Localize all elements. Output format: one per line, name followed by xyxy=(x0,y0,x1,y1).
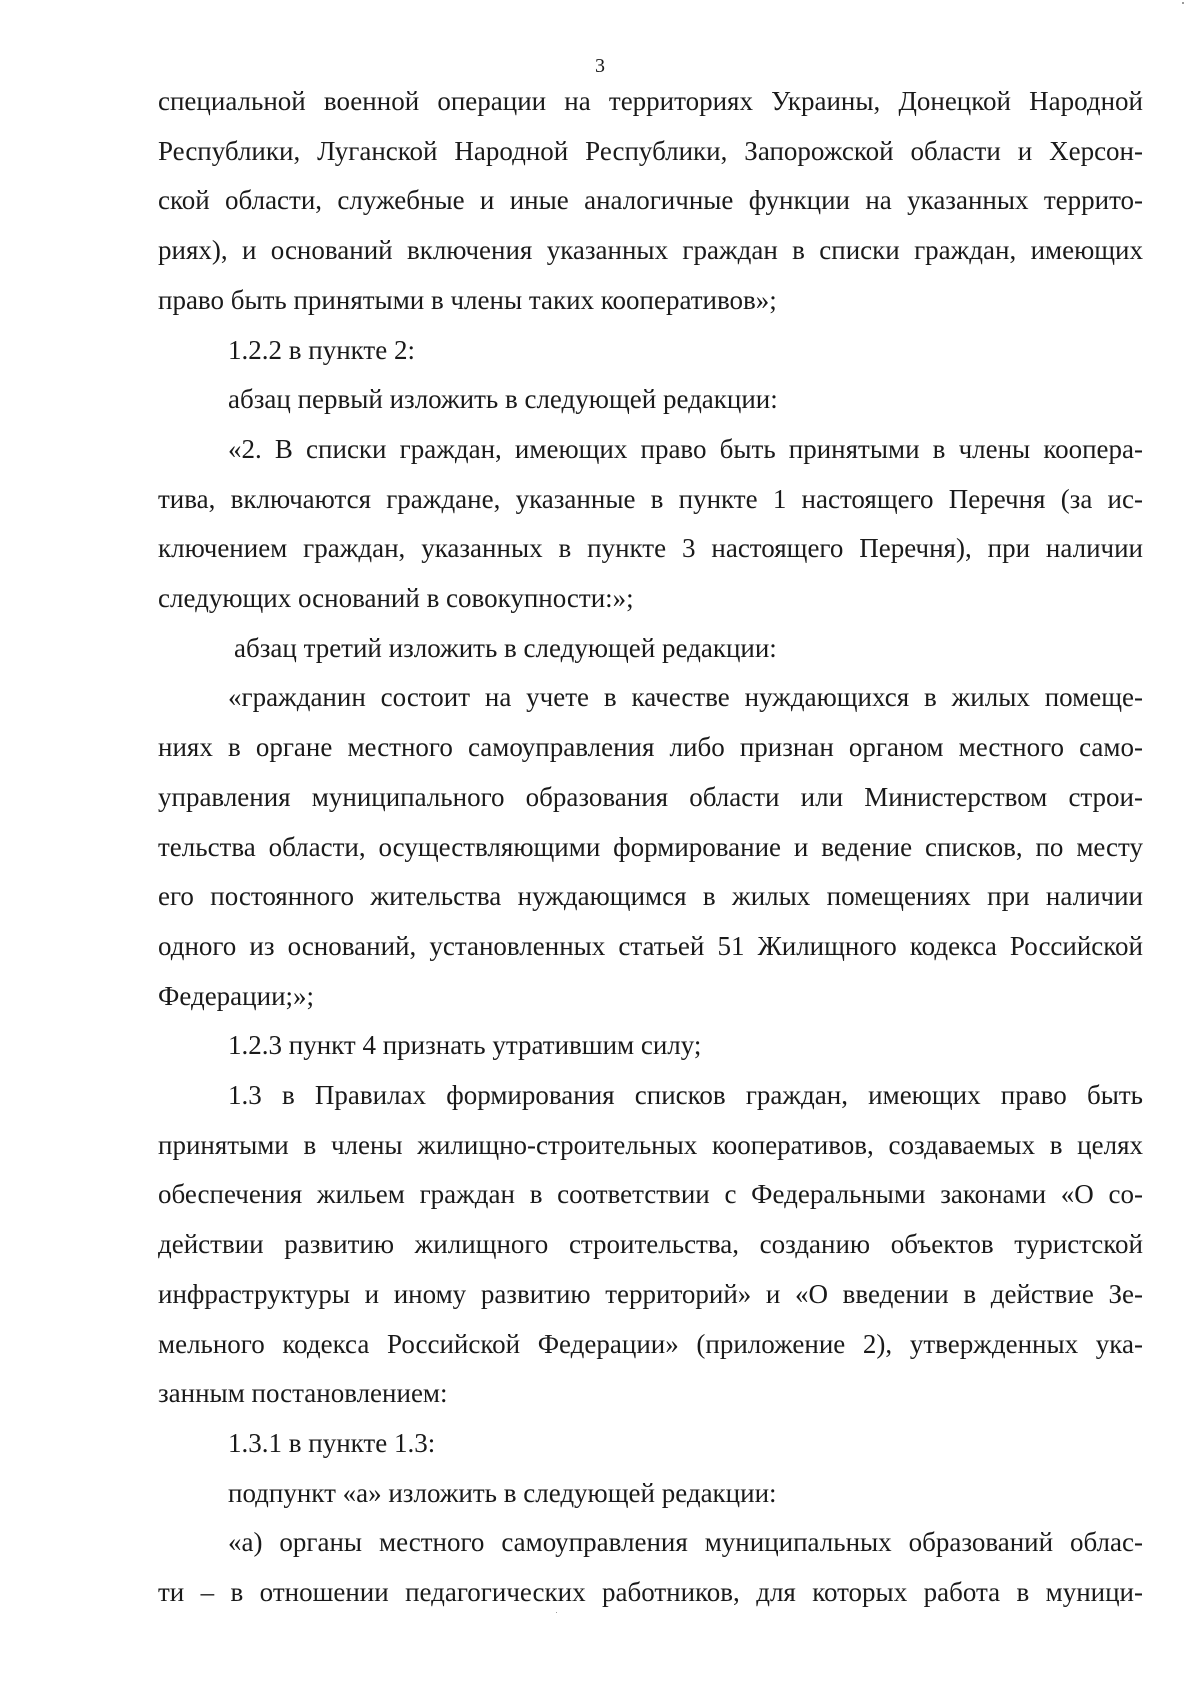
document-body xyxy=(158,77,1143,1618)
text-line: подпункт «а» изложить в следующей редакции: xyxy=(228,1477,777,1508)
text-line: ниях в органе местного самоуправления либо признан органом местного само- xyxy=(158,732,1143,763)
text-line: Федерации;»; xyxy=(158,980,315,1011)
text-line: «а) органы местного самоуправления муниципальных образований облас- xyxy=(228,1527,1143,1558)
text-line: ти – в отношении педагогических работников, для которых работа в муници- xyxy=(158,1577,1143,1608)
text-line: тельства области, осуществляющими формирование и ведение списков, по месту xyxy=(158,831,1143,862)
text-line: занным постановлением: xyxy=(158,1378,448,1409)
text-line: обеспечения жильем граждан в соответствии с Федеральными законами «О со- xyxy=(158,1179,1143,1210)
paragraph-first-abzac xyxy=(158,375,1143,425)
text-line: ключением граждан, указанных в пункте 3 настоящего Перечня), при наличии xyxy=(158,533,1143,564)
text-line: мельного кодекса Российской Федерации» (приложение 2), утвержденных ука- xyxy=(158,1328,1143,1359)
scan-speck xyxy=(1182,2,1184,4)
paragraph-subpoint-a-intro xyxy=(158,1469,1143,1519)
page-number: 3 xyxy=(595,55,605,77)
paragraph-1-3 xyxy=(158,1071,1143,1419)
text-line: специальной военной операции на территориях Украины, Донецкой Народной xyxy=(158,86,1143,116)
text-line: следующих оснований в совокупности:»; xyxy=(158,583,634,614)
paragraph-continuation xyxy=(158,77,1143,326)
paragraph-1-2-2 xyxy=(158,326,1143,376)
paragraph-1-2-3 xyxy=(158,1021,1143,1071)
text-line: «гражданин состоит на учете в качестве нуждающихся в жилых помеще- xyxy=(228,682,1143,713)
scan-speck xyxy=(556,1612,557,1613)
text-line: право быть принятыми в члены таких кооперативов»; xyxy=(158,284,777,315)
paragraph-quote-2 xyxy=(158,425,1143,624)
text-line: инфраструктуры и иному развитию территорий» и «О введении в действие Зе- xyxy=(158,1278,1143,1309)
text-line: 1.3.1 в пункте 1.3: xyxy=(228,1427,436,1458)
text-line: Республики, Луганской Народной Республики, Запорожской области и Херсон- xyxy=(158,135,1143,166)
text-line: тива, включаются граждане, указанные в пункте 1 настоящего Перечня (за ис- xyxy=(158,483,1143,514)
text-line: «2. В списки граждан, имеющих право быть принятыми в члены коопера- xyxy=(228,433,1143,464)
text-line: абзац первый изложить в следующей редакции: xyxy=(228,384,778,415)
text-line: ской области, служебные и иные аналогичные функции на указанных террито- xyxy=(158,185,1143,216)
text-line: 1.3 в Правилах формирования списков граждан, имеющих право быть xyxy=(228,1080,1143,1111)
text-line: принятыми в члены жилищно-строительных кооперативов, создаваемых в целях xyxy=(158,1129,1143,1160)
paragraph-third-abzac xyxy=(158,624,1143,674)
paragraph-subpoint-a xyxy=(158,1518,1143,1617)
paragraph-citizen xyxy=(158,673,1143,1021)
text-line: одного из оснований, установленных статьей 51 Жилищного кодекса Российской xyxy=(158,930,1143,961)
text-line: управления муниципального образования области или Министерством строи- xyxy=(158,781,1143,812)
text-line: абзац третий изложить в следующей редакции: xyxy=(234,632,777,663)
text-line: 1.2.2 в пункте 2: xyxy=(228,334,415,365)
text-line: 1.2.3 пункт 4 признать утратившим силу; xyxy=(228,1030,702,1061)
paragraph-1-3-1 xyxy=(158,1419,1143,1469)
text-line: его постоянного жительства нуждающимся в жилых помещениях при наличии xyxy=(158,881,1143,912)
text-line: действии развитию жилищного строительства, созданию объектов туристской xyxy=(158,1229,1143,1260)
text-line: риях), и оснований включения указанных граждан в списки граждан, имеющих xyxy=(158,235,1143,266)
